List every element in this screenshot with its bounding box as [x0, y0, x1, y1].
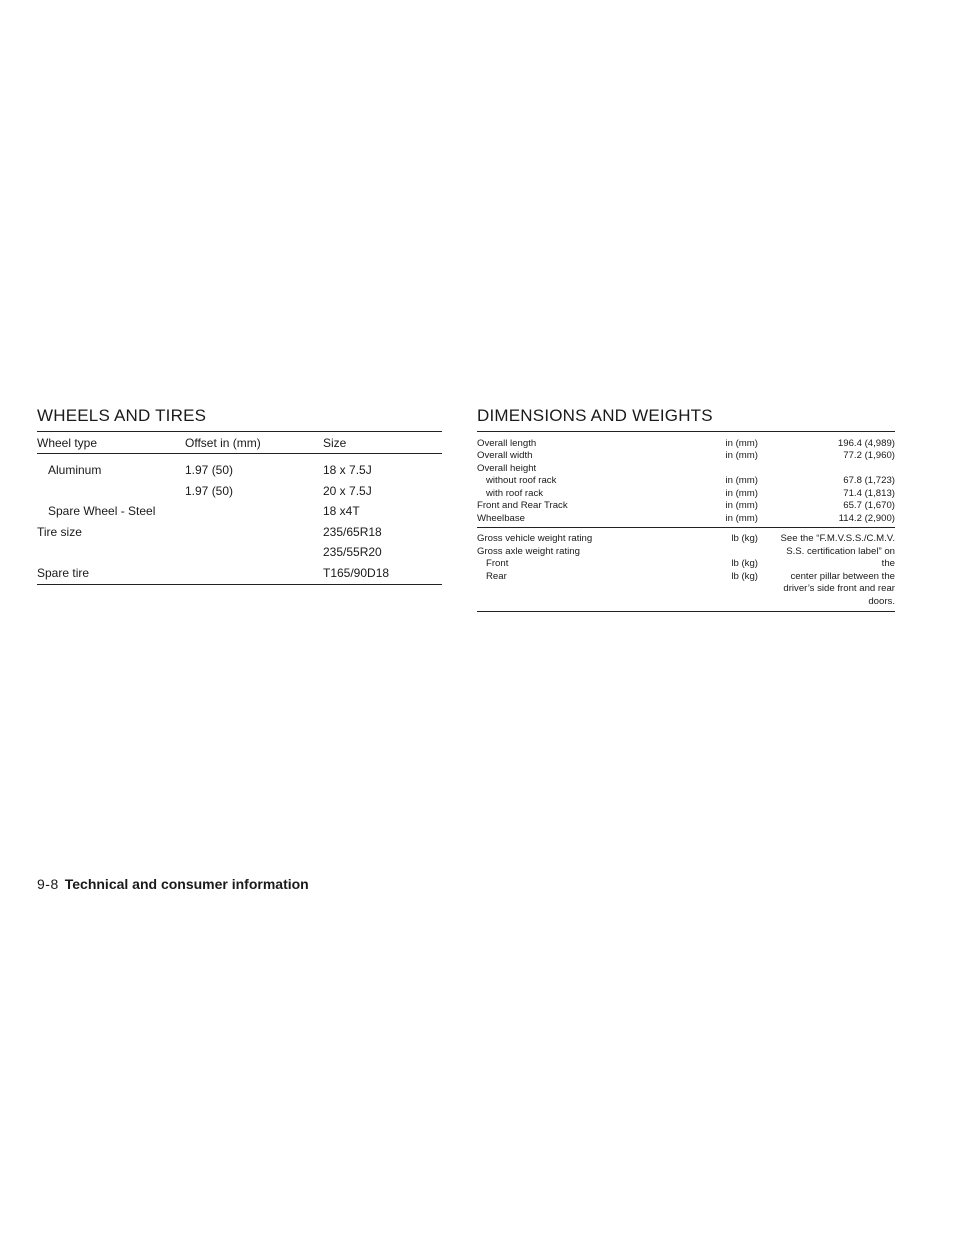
dimension-value: [758, 463, 895, 475]
dimension-value: 67.8 (1,723): [843, 475, 895, 487]
dimension-unit: in (mm): [686, 513, 758, 528]
wheel-type-cell: Spare tire: [37, 563, 185, 585]
table-row: [477, 450, 895, 462]
dimension-unit: in (mm): [725, 450, 758, 462]
size-cell: 18 x 7.5J: [323, 463, 372, 478]
size-cell: 235/65R18: [323, 524, 382, 539]
dimension-unit: in (mm): [725, 500, 758, 512]
dimension-label: Overall width: [477, 450, 533, 462]
dimension-unit: in (mm): [725, 487, 758, 499]
rear-label: Rear: [486, 570, 507, 582]
dimension-label: with roof rack: [486, 487, 544, 499]
wheel-type-cell: [37, 481, 185, 502]
dimension-value: 77.2 (1,960): [843, 450, 895, 462]
offset-cell: [185, 563, 323, 585]
wheel-type-cell: Spare Wheel - Steel: [48, 504, 156, 519]
dimension-unit: in (mm): [686, 432, 758, 451]
rear-unit: lb (kg): [731, 570, 758, 582]
footer-title: Technical and consumer information: [64, 876, 309, 892]
table-row: [37, 563, 442, 585]
table-row: [477, 475, 895, 487]
weights-units: [686, 528, 758, 612]
wheel-type-cell: Aluminum: [48, 463, 102, 478]
gawr-label: Gross axle weight rating: [477, 545, 580, 557]
table-row: [37, 522, 442, 543]
dimension-value: 196.4 (4,989): [758, 432, 895, 451]
dimension-label: without roof rack: [486, 475, 557, 487]
header-offset: Offset in (mm): [185, 432, 323, 454]
size-cell: 235/55R20: [323, 545, 382, 560]
table-header-row: [37, 432, 442, 454]
table-row: [477, 500, 895, 512]
note-line: center pillar between the: [790, 570, 895, 582]
page-footer: [37, 876, 309, 892]
note-line: doors.: [868, 595, 895, 607]
table-row: [477, 463, 895, 475]
gvwr-label: Gross vehicle weight rating: [477, 533, 593, 545]
dimension-label: Overall length: [477, 432, 686, 451]
note-line: See the “F.M.V.S.S./C.M.V.: [780, 533, 895, 545]
note-line: driver’s side front and rear: [783, 583, 895, 595]
gvwr-unit: lb (kg): [731, 533, 758, 545]
dimension-value: 71.4 (1,813): [843, 487, 895, 499]
offset-cell: 1.97 (50): [185, 483, 234, 498]
front-unit: lb (kg): [731, 558, 758, 570]
table-row: [477, 513, 895, 528]
dimension-value: 114.2 (2,900): [758, 513, 895, 528]
table-row: [37, 481, 442, 502]
wheels-and-tires-title: WHEELS AND TIRES: [37, 406, 207, 425]
weights-labels: [477, 528, 686, 612]
header-size: Size: [323, 432, 442, 454]
dimensions-weights-table: [477, 431, 895, 612]
wheel-type-cell: Tire size: [37, 524, 82, 539]
front-label: Front: [486, 558, 509, 570]
dimension-unit: in (mm): [725, 475, 758, 487]
note-line: S.S. certification label” on the: [786, 545, 895, 570]
dimensions-and-weights-title: DIMENSIONS AND WEIGHTS: [477, 406, 713, 425]
wheels-tires-table: [37, 431, 442, 585]
size-cell: 18 x4T: [323, 504, 360, 519]
dimension-label: Overall height: [477, 462, 537, 474]
table-row: [37, 454, 442, 481]
table-row: [37, 501, 442, 522]
spacer: [686, 546, 758, 558]
table-row: [477, 432, 895, 451]
dimension-label: Front and Rear Track: [477, 500, 568, 512]
weights-row: [477, 528, 895, 612]
table-row: [477, 488, 895, 500]
table-row: [37, 542, 442, 563]
offset-cell: [185, 522, 323, 543]
header-wheel-type: Wheel type: [37, 432, 185, 454]
wheel-type-cell: [37, 542, 185, 563]
dimension-unit: [686, 463, 758, 475]
size-cell: T165/90D18: [323, 563, 442, 585]
offset-cell: 1.97 (50): [185, 463, 234, 478]
size-cell: 20 x 7.5J: [323, 483, 372, 498]
offset-cell: [185, 542, 323, 563]
dimension-label: Wheelbase: [477, 513, 686, 528]
weights-note: [758, 528, 895, 612]
page-number: 9-8: [37, 876, 59, 892]
dimension-value: 65.7 (1,670): [843, 500, 895, 512]
offset-cell: [185, 501, 323, 522]
